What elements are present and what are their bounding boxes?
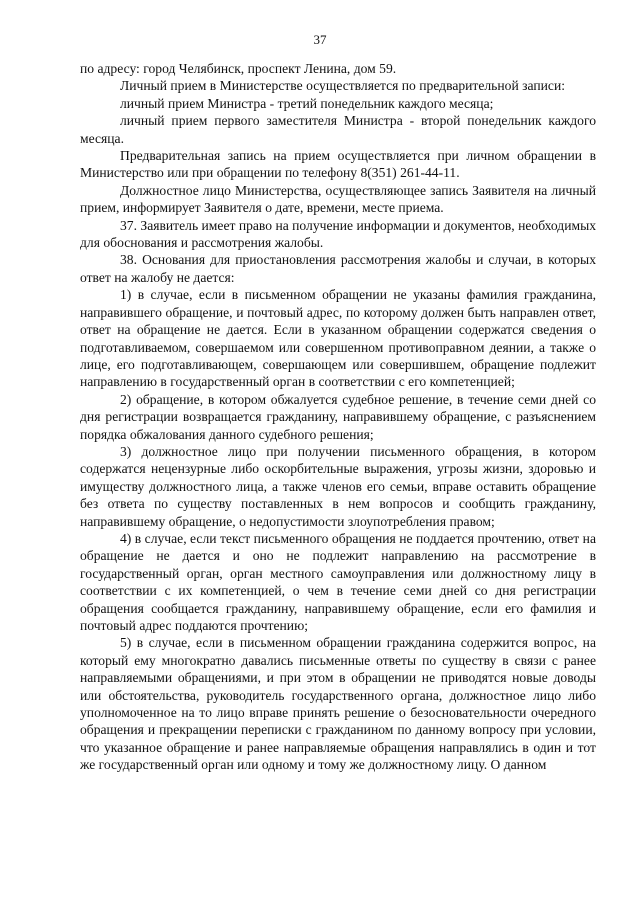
paragraph-item-37: 37. Заявитель имеет право на получение информации и документов, необходимых для обоснования и рассмотрения жалобы. (80, 217, 596, 251)
paragraph-item-38: 38. Основания для приостановления рассмотрения жалобы и случаи, в которых ответ на жалобу не дается: (80, 252, 596, 285)
paragraph-subitem-4: 4) в случае, если текст письменного обращения не поддается прочтению, ответ на обращение не дается и оно не подлежит направлению на рассмотрение в государственный орган, орган местного самоуправления или должностному лицу в соответствии с их компетенцией, о чем в течение семи дней со дня регистрации обращения сообщается гражданину, направившему обращение, если его фамилия и почтовый адрес поддаются прочтению; (80, 530, 596, 633)
paragraph-subitem-5: 5) в случае, если в письменном обращении гражданина содержится вопрос, на который ему многократно давались письменные ответы по существу в связи с ранее направляемыми обращениями, и при этом в обращении не приводятся новые доводы или обстоятельства, руководитель государственного органа, должностное лицо либо уполномоченное на то лицо вправе принять решение о безосновательности очередного обращения и прекращении переписки с гражданином по данному вопросу при условии, что указанное обращение и ранее направляемые обращения направлялись в один и тот же государственный орган или одному и тому же должностному лицу. О данном (80, 635, 596, 773)
paragraph-reception: Личный прием в Министерстве осуществляется по предварительной записи: (120, 78, 565, 94)
page-number: 37 (313, 32, 327, 47)
paragraph-subitem-2: 2) обращение, в котором обжалуется судебное решение, в течение семи дней со дня регистрации возвращается гражданину, направившему обращение, с разъяснением порядка обжалования данного судебного решения; (80, 391, 596, 442)
paragraph-subitem-3: 3) должностное лицо при получении письменного обращения, в котором содержатся нецензурные либо оскорбительные выражения, угрозы жизни, здоровью и имуществу должностного лица, а также членов его семьи, вправе оставить обращение без ответа по существу поставленных в нем вопросов и сообщить гражданину, направившему обращение, о недопустимости злоупотребления правом; (80, 443, 596, 529)
paragraph-address: по адресу: город Челябинск, проспект Ленина, дом 59. (80, 61, 397, 76)
paragraph-appointment: Предварительная запись на прием осуществляется при личном обращении в Министерство или при обращении по телефону 8(351) 261-44-11. (80, 148, 596, 181)
paragraph-official: Должностное лицо Министерства, осуществляющее запись Заявителя на личный прием, информирует Заявителя о дате, времени, месте приема. (80, 182, 596, 216)
paragraph-minister-reception: личный прием Министра - третий понедельник каждого месяца; (120, 95, 494, 111)
paragraph-subitem-1: 1) в случае, если в письменном обращении не указаны фамилия гражданина, направившего обращение, и почтовый адрес, по которому должен быть направлен ответ, ответ на обращение не дается. Если в указанном обращении содержатся сведения о подготавливаемом, совершаемом или совершенном противоправном деянии, а также о лице, его подготавливающем, совершающем или совершившем, обращение подлежит направлению в государственный орган в соответствии с его компетенцией; (80, 287, 596, 390)
document-body (80, 60, 596, 774)
paragraph-deputy-reception: личный прием первого заместителя Министра - второй понедельник каждого месяца. (80, 113, 596, 146)
